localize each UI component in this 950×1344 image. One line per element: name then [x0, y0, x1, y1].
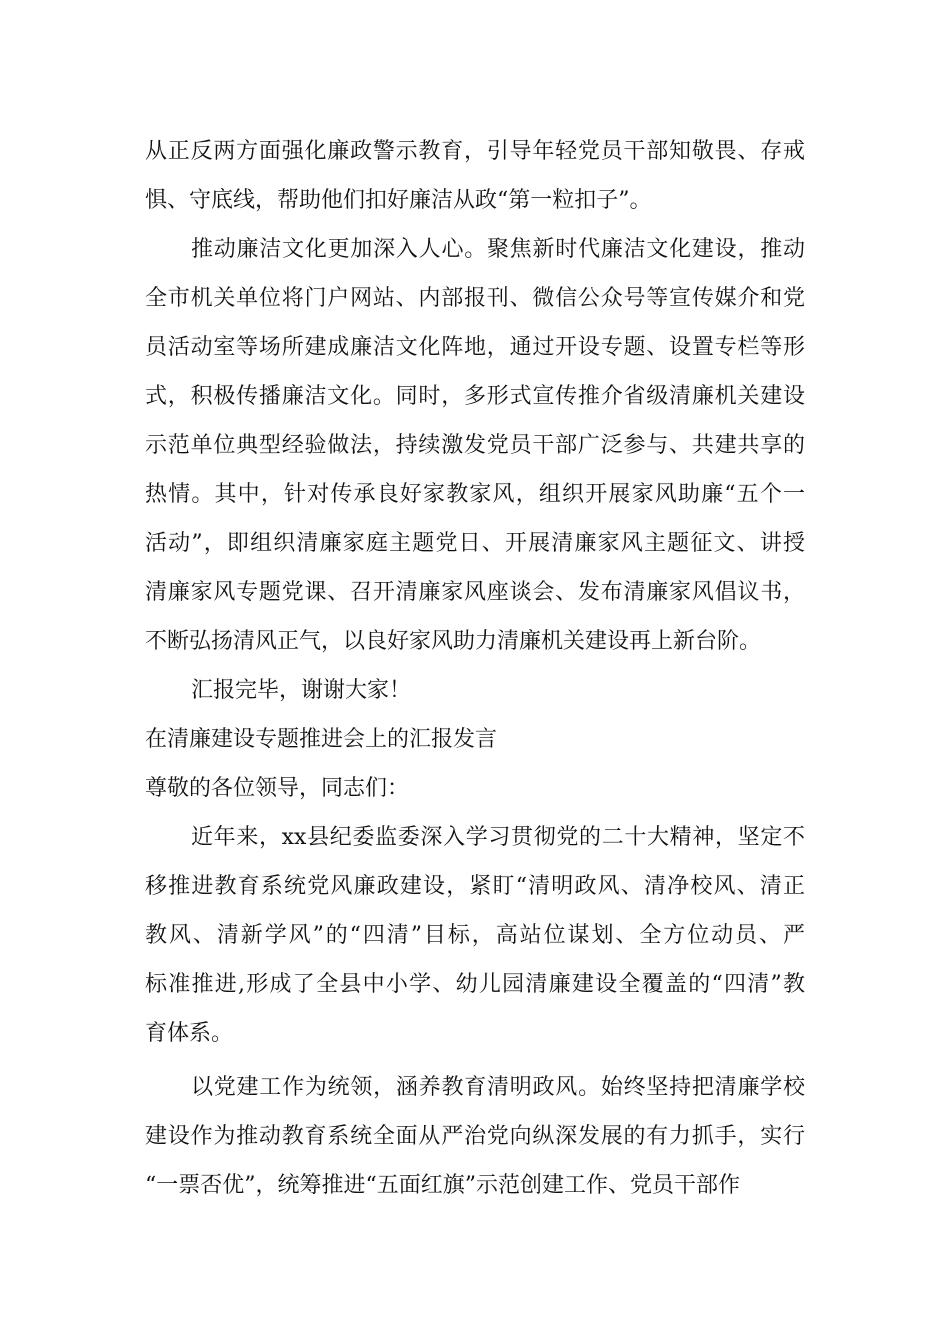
document-page: [145, 136, 805, 1219]
text-line: 建设作为推动教育系统全面从严治党向纵深发展的有力抓手，实行: [145, 1124, 805, 1149]
text-line: 全市机关单位将门户网站、内部报刊、微信公众号等宣传媒介和党: [145, 286, 805, 311]
paragraph: [145, 1072, 805, 1219]
text-line: 从正反两方面强化廉政警示教育，引导年轻党员干部知敬畏、存戒: [145, 139, 805, 164]
paragraph: [145, 773, 805, 822]
text-line: 清廉家风专题党课、召开清廉家风座谈会、发布清廉家风倡议书，: [145, 580, 805, 605]
paragraph: [145, 136, 805, 234]
text-line: “一票否优”，统筹推进“五面红旗”示范创建工作、党员干部作: [145, 1173, 740, 1198]
text-line: 热情。其中，针对传承良好家教家风，组织开展家风助廉“五个一: [145, 482, 805, 507]
text-line: 育体系。: [145, 1021, 234, 1046]
text-line: 活动”，即组织清廉家庭主题党日、开展清廉家风主题征文、讲授: [145, 531, 805, 556]
text-line: 标准推进,形成了全县中小学、幼儿园清廉建设全覆盖的“四清”教: [145, 972, 805, 997]
text-line: 式，积极传播廉洁文化。同时，多形式宣传推介省级清廉机关建设: [145, 384, 805, 409]
paragraph: [145, 234, 805, 675]
paragraph: [145, 724, 805, 773]
text-line: 员活动室等场所建成廉洁文化阵地，通过开设专题、设置专栏等形: [145, 335, 805, 360]
text-line: 移推进教育系统党风廉政建设，紧盯“清明政风、清净校风、清正: [145, 874, 805, 899]
text-line: 尊敬的各位领导，同志们：: [145, 776, 410, 801]
text-line: 近年来，xx县纪委监委深入学习贯彻党的二十大精神，坚定不: [191, 825, 805, 850]
text-line: 示范单位典型经验做法，持续激发党员干部广泛参与、共建共享的: [145, 433, 805, 458]
paragraph: [145, 822, 805, 1067]
text-line: 教风、清新学风”的“四清”目标，高站位谋划、全方位动员、严: [145, 923, 805, 948]
text-line: 汇报完毕，谢谢大家！: [191, 678, 412, 703]
text-line: 以党建工作为统领，涵养教育清明政风。始终坚持把清廉学校: [191, 1075, 805, 1100]
text-line: 在清廉建设专题推进会上的汇报发言: [145, 727, 498, 752]
paragraph: [145, 675, 805, 724]
text-line: 不断弘扬清风正气，以良好家风助力清廉机关建设再上新台阶。: [145, 629, 762, 654]
text-line: 惧、守底线，帮助他们扣好廉洁从政“第一粒扣子”。: [145, 188, 652, 213]
text-line: 推动廉洁文化更加深入人心。聚焦新时代廉洁文化建设，推动: [191, 237, 805, 262]
